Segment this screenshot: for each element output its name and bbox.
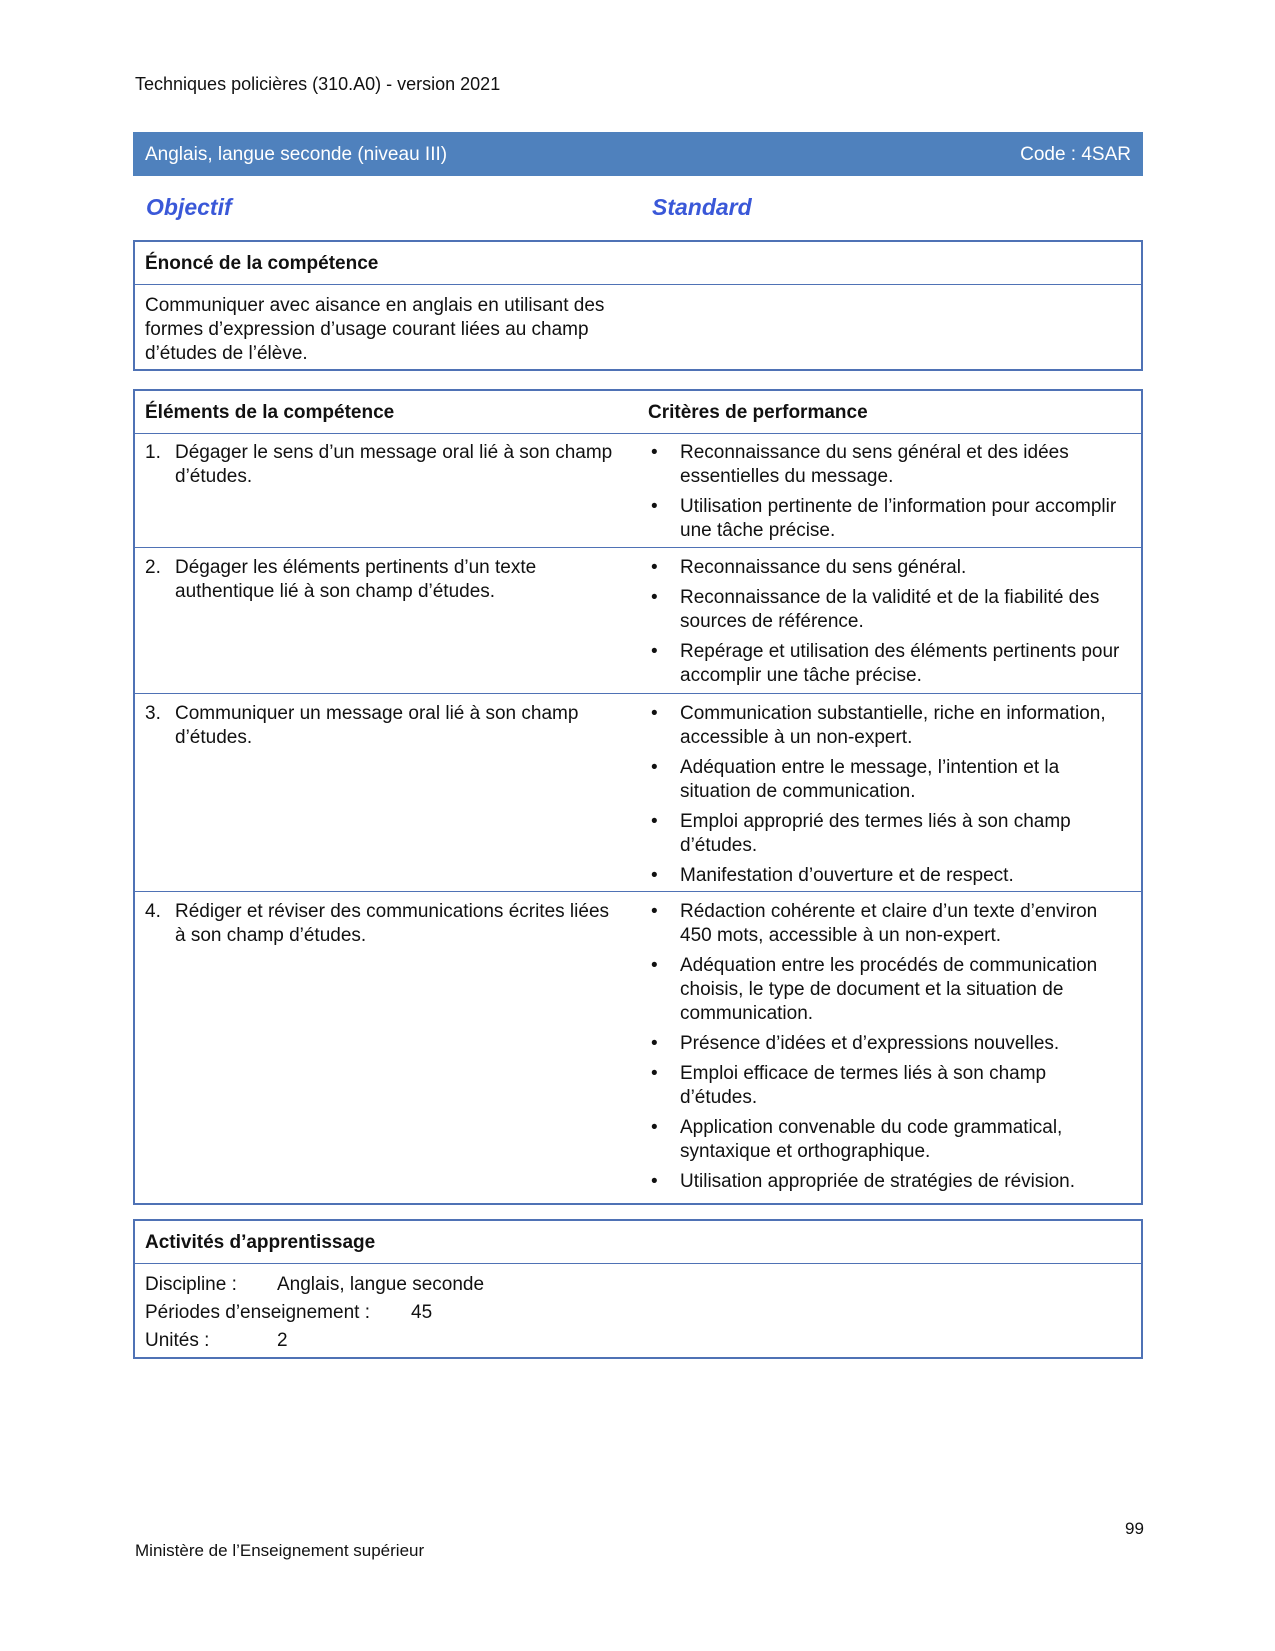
element-number: 3. (145, 703, 161, 724)
criteria-list (648, 702, 1128, 894)
element-text (145, 702, 615, 750)
criterion-text: Application convenable du code grammatical, syntaxique et orthographique. (680, 1117, 1063, 1162)
list-item (648, 756, 1128, 804)
unites-line (145, 1330, 288, 1352)
enonce-box (133, 240, 1143, 371)
bullet-icon: • (651, 955, 658, 976)
element-text (145, 441, 615, 489)
element-label: Dégager les éléments pertinents d’un texte authentique lié à son champ d’études. (175, 557, 537, 602)
criterion-text: Reconnaissance du sens général et des idées essentielles du message. (680, 442, 1069, 487)
standard-heading: Standard (652, 194, 752, 220)
bullet-icon: • (651, 1117, 658, 1138)
bullet-icon: • (651, 641, 658, 662)
element-label: Dégager le sens d’un message oral lié à son champ d’études. (175, 442, 613, 487)
table-row (135, 892, 1141, 1203)
discipline-value: Anglais, langue seconde (277, 1274, 485, 1295)
criterion-text: Reconnaissance du sens général. (680, 557, 967, 578)
list-item (648, 864, 1128, 888)
list-item (648, 441, 1128, 489)
criterion-text: Repérage et utilisation des éléments pertinents pour accomplir une tâche précise. (680, 641, 1120, 686)
enonce-header (135, 242, 1141, 285)
course-title: Anglais, langue seconde (niveau III) (145, 144, 448, 165)
footer-ministry: Ministère de l’Enseignement supérieur (135, 1541, 425, 1560)
table-row (135, 433, 1141, 548)
list-item (648, 1062, 1128, 1110)
discipline-line (145, 1274, 484, 1296)
criteria-list (648, 441, 1128, 549)
list-item (648, 640, 1128, 688)
table-row (135, 548, 1141, 694)
bullet-icon: • (651, 757, 658, 778)
activites-heading: Activités d’apprentissage (145, 1232, 376, 1253)
criterion-text: Adéquation entre les procédés de communication choisis, le type de document et la situation de communication. (680, 955, 1098, 1024)
criterion-text: Utilisation pertinente de l’information pour accomplir une tâche précise. (680, 496, 1117, 541)
activites-header (135, 1221, 1141, 1264)
bullet-icon: • (651, 557, 658, 578)
list-item (648, 586, 1128, 634)
bullet-icon: • (651, 1033, 658, 1054)
element-text (145, 900, 615, 948)
criterion-text: Adéquation entre le message, l’intention et la situation de communication. (680, 757, 1060, 802)
criterion-text: Rédaction cohérente et claire d’un texte d’environ 450 mots, accessible à un non-expert. (680, 901, 1098, 946)
bullet-icon: • (651, 865, 658, 886)
enonce-heading: Énoncé de la compétence (145, 253, 379, 274)
list-item (648, 900, 1128, 948)
periodes-label: Périodes d’enseignement : (145, 1302, 370, 1323)
bullet-icon: • (651, 496, 658, 517)
running-header: Techniques policières (310.A0) - version 2021 (135, 74, 501, 94)
element-label: Rédiger et réviser des communications écrites liées à son champ d’études. (175, 901, 610, 946)
element-text (145, 556, 615, 604)
objectif-heading: Objectif (146, 194, 232, 220)
element-label: Communiquer un message oral lié à son champ d’études. (175, 703, 579, 748)
unites-value: 2 (277, 1330, 288, 1351)
page-number: 99 (1125, 1519, 1144, 1538)
list-item (648, 702, 1128, 750)
list-item (648, 556, 1128, 580)
table-row (135, 694, 1141, 892)
bullet-icon: • (651, 1171, 658, 1192)
criteria-list (648, 556, 1128, 694)
element-number: 1. (145, 442, 161, 463)
element-number: 4. (145, 901, 161, 922)
list-item (648, 1032, 1128, 1056)
criterion-text: Manifestation d’ouverture et de respect. (680, 865, 1014, 886)
criterion-text: Utilisation appropriée de stratégies de révision. (680, 1171, 1075, 1192)
list-item (648, 1116, 1128, 1164)
list-item (648, 1170, 1128, 1194)
criterion-text: Présence d’idées et d’expressions nouvelles. (680, 1033, 1060, 1054)
criterion-text: Reconnaissance de la validité et de la fiabilité des sources de référence. (680, 587, 1100, 632)
discipline-label: Discipline : (145, 1274, 237, 1295)
list-item (648, 495, 1128, 543)
unites-label: Unités : (145, 1330, 210, 1351)
criterion-text: Emploi efficace de termes liés à son champ d’études. (680, 1063, 1047, 1108)
periodes-value: 45 (411, 1302, 433, 1323)
elements-table-header (135, 391, 1141, 434)
bullet-icon: • (651, 587, 658, 608)
bullet-icon: • (651, 811, 658, 832)
enonce-text: Communiquer avec aisance en anglais en utilisant des formes d’expression d’usage courant liées au champ d’études de l’élève. (145, 295, 605, 364)
element-number: 2. (145, 557, 161, 578)
bullet-icon: • (651, 1063, 658, 1084)
periodes-line (145, 1302, 432, 1324)
course-title-bar (133, 132, 1143, 176)
bullet-icon: • (651, 901, 658, 922)
elements-heading: Éléments de la compétence (145, 402, 395, 423)
bullet-icon: • (651, 442, 658, 463)
list-item (648, 810, 1128, 858)
elements-table (133, 389, 1143, 1205)
course-code: Code : 4SAR (1020, 144, 1131, 165)
activites-box (133, 1219, 1143, 1359)
bullet-icon: • (651, 703, 658, 724)
criterion-text: Communication substantielle, riche en information, accessible à un non-expert. (680, 703, 1106, 748)
list-item (648, 954, 1128, 1026)
criterion-text: Emploi approprié des termes liés à son champ d’études. (680, 811, 1071, 856)
criteres-heading: Critères de performance (648, 402, 868, 423)
criteria-list (648, 900, 1128, 1200)
